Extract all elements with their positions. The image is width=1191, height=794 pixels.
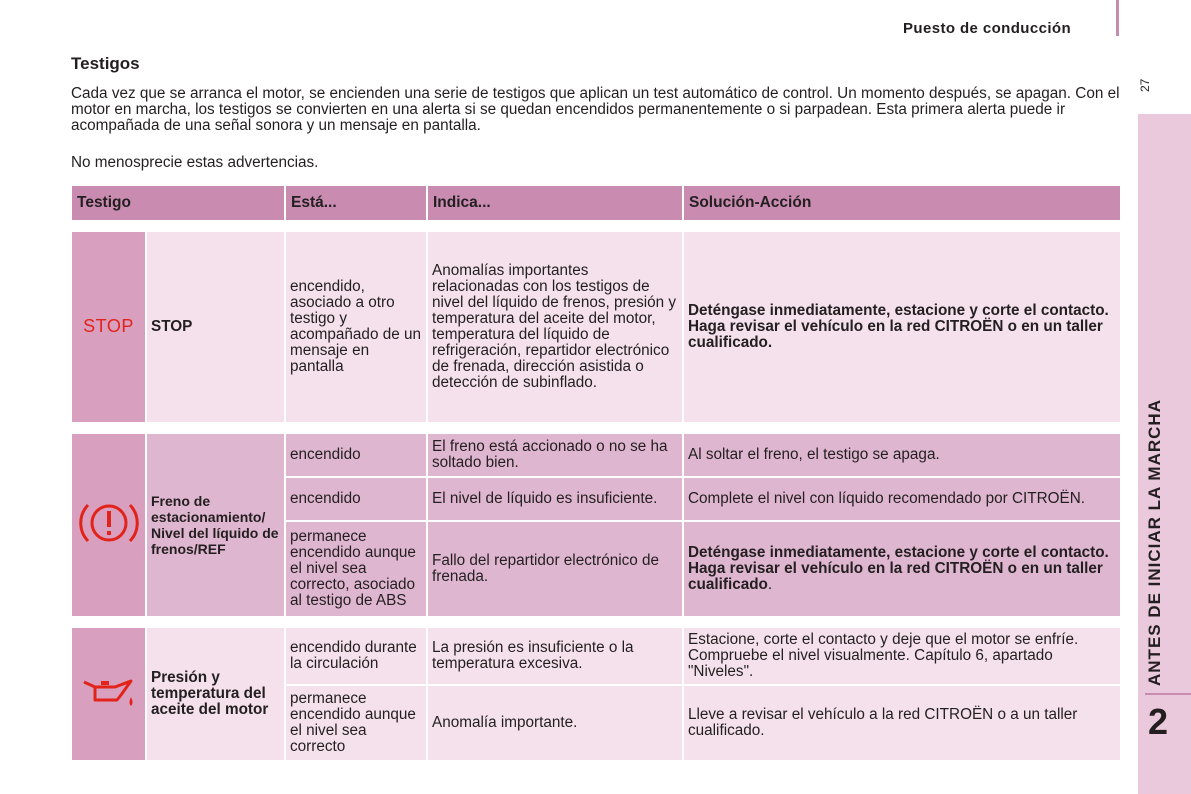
header-esta: Está... (286, 186, 426, 220)
meaning-cell: Anomalías importantes relacionadas con los testigos de nivel del líquido de frenos, presión y temperatura del aceite del motor, temperatura del líquido de refrigeración, repartidor electrónico de frenada, dirección asistida o detección de subinflado. (428, 232, 682, 422)
state-cell: permanece encendido aunque el nivel sea correcto, asociado al testigo de ABS (286, 522, 426, 616)
stop-icon-cell (72, 232, 145, 422)
header-solucion: Solución-Acción (684, 186, 1120, 220)
state-cell: encendido (286, 478, 426, 520)
meaning-cell: El freno está accionado o no se ha soltado bien. (428, 434, 682, 476)
header-indica: Indica... (428, 186, 682, 220)
chapter-title: ANTES DE INICIAR LA MARCHA (1145, 399, 1164, 686)
action-cell: Al soltar el freno, el testigo se apaga. (684, 434, 1120, 476)
light-name: Presión y temperatura del aceite del motor (147, 628, 284, 760)
warning-note: No menosprecie estas advertencias. (71, 154, 319, 171)
meaning-cell: La presión es insuficiente o la temperatura excesiva. (428, 628, 682, 684)
action-cell (684, 522, 1120, 616)
action-cell: Estacione, corte el contacto y deje que el motor se enfríe. Compruebe el nivel visualmente. Capítulo 6, apartado "Niveles". (684, 628, 1120, 684)
action-period: . (767, 576, 773, 593)
table-row (72, 628, 1120, 684)
action-cell: Lleve a revisar el vehículo a la red CITROËN o a un taller cualificado. (684, 686, 1120, 760)
meaning-cell: Anomalía importante. (428, 686, 682, 760)
state-cell: encendido durante la circulación (286, 628, 426, 684)
brake-icon-cell (72, 434, 145, 616)
brake-warning-icon (78, 496, 140, 550)
warning-lights-table (70, 184, 1122, 762)
page-number: 27 (1138, 78, 1152, 92)
table-row (72, 232, 1120, 422)
state-cell: permanece encendido aunque el nivel sea correcto (286, 686, 426, 760)
action-cell: Deténgase inmediatamente, estacione y corte el contacto. Haga revisar el vehículo en la red CITROËN o en un taller cualificado. (684, 232, 1120, 422)
meaning-cell: Fallo del repartidor electrónico de frenada. (428, 522, 682, 616)
running-header: Puesto de conducción (903, 20, 1072, 37)
chapter-number: 2 (1148, 701, 1169, 742)
intro-paragraph: Cada vez que se arranca el motor, se encienden una serie de testigos que aplican un test automático de control. Un momento después, se apagan. Con el motor en marcha, los testigos se convierten en una alerta si se quedan encendidos permanentemente o si parpadean. Esta primera alerta puede ir acompañada de una señal sonora y un mensaje en pantalla. (71, 85, 1120, 134)
oil-icon-cell (72, 628, 145, 760)
header-rule (1116, 0, 1119, 36)
light-name: STOP (147, 232, 284, 422)
state-cell: encendido, asociado a otro testigo y acompañado de un mensaje en pantalla (286, 232, 426, 422)
stop-warning-icon: STOP (83, 316, 134, 336)
light-name: Freno de estacionamiento/ Nivel del líquido de frenos/REF (147, 434, 284, 616)
action-text: Deténgase inmediatamente, estacione y corte el contacto. Haga revisar el vehículo en la red CITROËN o en un taller cualificado (688, 544, 1109, 593)
table-header-row (72, 186, 1120, 220)
oil-can-icon (81, 675, 137, 709)
table-row (72, 434, 1120, 476)
action-cell: Complete el nivel con líquido recomendado por CITROËN. (684, 478, 1120, 520)
page-title: Testigos (71, 54, 140, 73)
chapter-rule (1145, 693, 1191, 695)
meaning-cell: El nivel de líquido es insuficiente. (428, 478, 682, 520)
header-testigo: Testigo (72, 186, 284, 220)
state-cell: encendido (286, 434, 426, 476)
